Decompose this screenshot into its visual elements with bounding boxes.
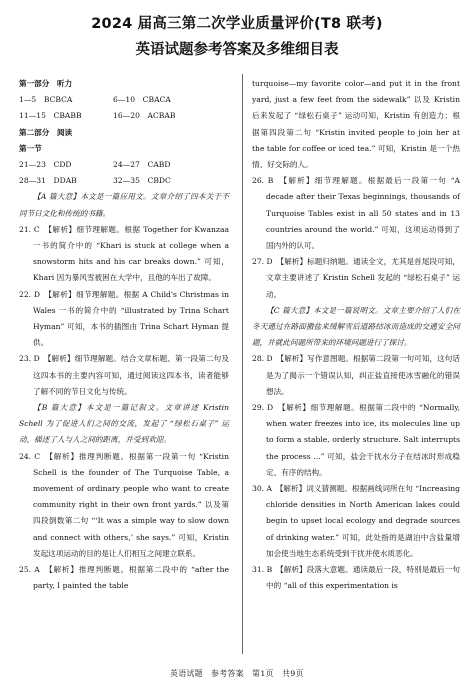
question-25-continued: turquoise—my favorite color—and put it in the front yard, just a few feet from the sidewalk” 以及 Kristin 后来发起了 “绿松石桌子” 运动可知，Kristin 有创造力；根据第四段第二句 “Kristin invited people to join her at the table for coffee or iced tea.” 可知，Kristin 是一个热情、好交际的人。 xyxy=(252,79,460,170)
question-28-explanation: 28. D 【解析】写作意图题。根据第二段第一句可知，这句话是为了揭示一个错误认知，纠正盐直接使冰雪融化的错误想法。 xyxy=(252,354,460,396)
passage-c-summary: 【C 篇大意】本文是一篇说明文。文章主要介绍了人们在冬天通过在路面撒盐来缓解雪后道路结冰而造成的交通安全问题，并就此问题所带来的环境问题进行了探讨。 xyxy=(252,305,460,348)
question-27-explanation: 27. D 【解析】标题归纳题。通读全文，尤其是首尾段可知，文章主要讲述了 Kristin Schell 发起的 “绿松石桌子” 运动。 xyxy=(252,257,460,299)
question-24-explanation: 24. C 【解析】推理判断题。根据第一段第一句 “Kristin Schell is the founder of The Turquoise Table, a movement of ordinary people who want to create community right in their own front yards.” 以及第四段倒数第二句 “‘It was a simple way to slow down and connect with others,’ she says.” 可知，Kristin 发起这项运动的目的是让人们相互之间建立联系。 xyxy=(19,451,229,558)
question-31-explanation: 31. B 【解析】段落大意题。通读最后一段，特别是最后一句中的 “all of this experimentation is xyxy=(252,565,460,591)
left-column xyxy=(19,76,229,595)
answer-group: 1—5 BCBCA xyxy=(19,95,73,105)
answer-group: 16—20 ACBAB xyxy=(113,111,176,121)
answer-row xyxy=(19,157,229,173)
answer-group: 6—10 CBACA xyxy=(113,95,171,105)
answer-group: 32—35 CBDC xyxy=(113,176,171,186)
right-column xyxy=(252,76,460,595)
question-29-explanation: 29. D 【解析】细节理解题。根据第二段中的 “Normally, when water freezes into ice, its molecules line up to form a stable, orderly structure. Salt interrupts the process ...” 可知，盐会干扰水分子在结冰时形成稳定、有序的结构。 xyxy=(252,403,460,477)
question-25-explanation: 25. A 【解析】推理判断题。根据第二段中的 “after the party, I painted the table xyxy=(19,565,229,591)
page-footer: 英语试题 参考答案 第1页 共9页 xyxy=(170,669,304,678)
passage-a-summary: 【A 篇大意】本文是一篇应用文。文章介绍了四本关于不同节日文化和传统的书籍。 xyxy=(19,192,229,218)
answer-group: 11—15 CBABB xyxy=(19,111,82,121)
question-21-explanation: 21. C 【解析】细节理解题。根据 Together for Kwanzaa 一书的简介中的 “Khari is stuck at college when a snowstorm hits and his car breaks down.” 可知，Khari 因为暴风雪被困在大学中，且他的车出了故障。 xyxy=(19,224,229,283)
answer-group: 24—27 CABD xyxy=(113,160,171,170)
answer-group: 21—23 CDD xyxy=(19,160,72,170)
answer-row xyxy=(19,108,229,124)
answer-row xyxy=(19,173,229,189)
exam-title: 2024 届高三第二次学业质量评价(T8 联考) xyxy=(91,16,383,32)
section1-heading: 第一节 xyxy=(19,143,42,153)
passage-b-summary: 【B 篇大意】本文是一篇记叙文。文章讲述 Kristin Schell 为了促进人们之间的交流，发起了 “绿松石桌子” 运动，描述了人与人之间的距离，并受到欢迎。 xyxy=(19,403,229,445)
exam-subtitle: 英语试题参考答案及多维细目表 xyxy=(135,42,339,58)
question-23-explanation: 23. D 【解析】细节理解题。结合文章标题、第一段第二句及这四本书的主要内容可知，通过阅读这四本书，读者能够了解不同的节日文化与传统。 xyxy=(19,354,229,396)
question-30-explanation: 30. A 【解析】词义猜测题。根据画线词所在句 “Increasing chloride densities in North American lakes could begin to upset local ecology and degrade sources of drinking water.” 可知，此处指的是湖泊中含盐量增加会使当地生态系统受到干扰并使水质恶化。 xyxy=(252,484,460,558)
column-divider xyxy=(242,74,243,654)
answer-group: 28—31 DDAB xyxy=(19,176,77,186)
answer-row xyxy=(19,92,229,108)
part2-heading: 第二部分 阅读 xyxy=(19,127,73,137)
question-22-explanation: 22. D 【解析】细节理解题。根据 A Child's Christmas in Wales 一书的简介中的 “illustrated by Trina Schart Hyman” 可知，本书的插图由 Trina Schart Hyman 提供。 xyxy=(19,289,229,348)
question-26-explanation: 26. B 【解析】细节理解题。根据最后一段第一句 “A decade after their Texas beginnings, thousands of Turquoise Tables exist in all 50 states and in 13 countries around the world.” 可知，这项运动得到了国内外的认可。 xyxy=(252,176,460,251)
part1-heading: 第一部分 听力 xyxy=(19,79,73,88)
